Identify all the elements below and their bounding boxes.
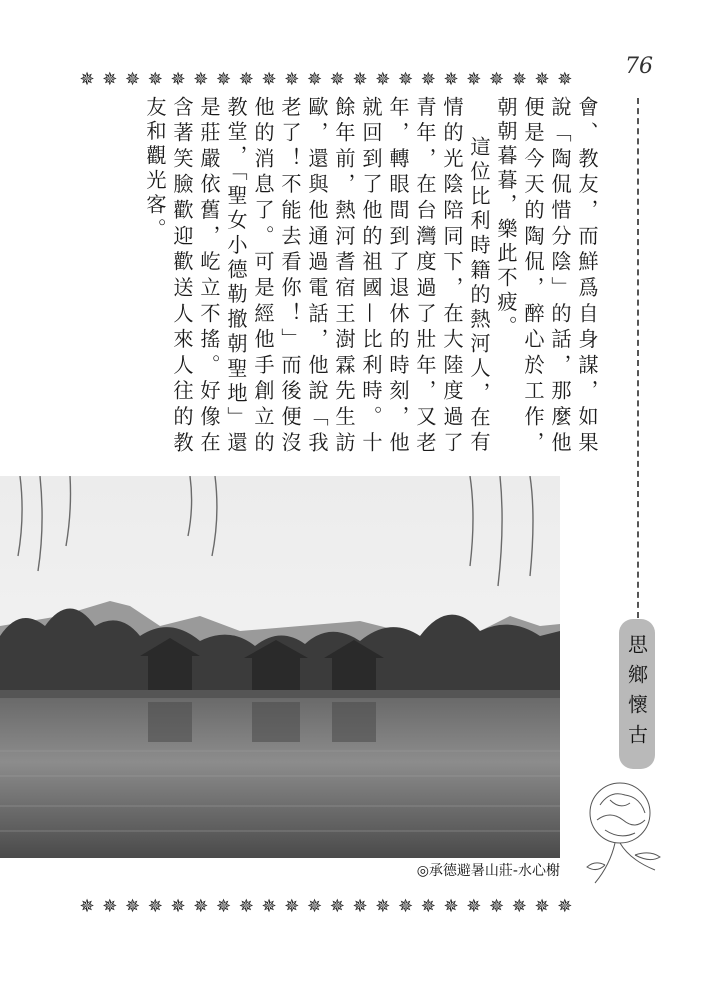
page-number: 76 — [625, 54, 653, 79]
peony-illustration — [575, 775, 675, 894]
ornament-glyph: ✵ — [124, 68, 141, 90]
ornament-glyph: ✵ — [443, 895, 459, 917]
ornament-glyph: ✵ — [284, 895, 300, 917]
section-tab-label: 思鄉懷古 — [624, 634, 649, 754]
ornament-glyph: ✵ — [352, 895, 368, 917]
ornament-glyph: ✵ — [261, 68, 277, 90]
lake-pavilion-photo — [0, 476, 560, 858]
top-ornament-border — [76, 66, 576, 92]
ornament-glyph: ✵ — [102, 895, 118, 917]
ornament-glyph: ✵ — [466, 68, 482, 90]
ornament-glyph: ✵ — [329, 68, 345, 90]
ornament-glyph: ✵ — [511, 895, 527, 917]
ornament-glyph: ✵ — [306, 895, 323, 917]
ornament-glyph: ✵ — [329, 895, 345, 917]
ornament-glyph: ✵ — [352, 68, 368, 90]
ornament-glyph: ✵ — [511, 68, 527, 90]
ornament-glyph: ✵ — [79, 895, 95, 917]
ornament-glyph: ✵ — [488, 68, 505, 90]
margin-dashed-rule — [637, 98, 639, 618]
ornament-glyph: ✵ — [147, 895, 163, 917]
photo-caption: ◎承德避暑山莊-水心榭 — [416, 863, 560, 879]
ornament-glyph: ✵ — [488, 895, 505, 917]
body-text — [143, 96, 600, 456]
ornament-glyph: ✵ — [420, 68, 436, 90]
paragraph-continued: 會、教友，而鮮爲自身謀，如果說「陶侃惜分陰」的話，那麼他便是今天的陶侃，醉心於工作，朝朝暮暮，樂此不疲。 — [494, 96, 599, 456]
paragraph: 這位比利時籍的熱河人，在有情的光陰陪同下，在大陸度過了青年，在台灣度過了壯年，又老年，轉眼間到了退休的時刻，他就回到了他的祖國—比利時。十餘年前，熱河耆宿王澍霖先生訪歐，還與他通過電話，他說「我老了！不能去看你！」而後便沒他的消息了。可是經他手創立的教堂，「聖女小德勒撤朝聖地」還是莊嚴依舊，屹立不搖。好像在含著笑臉歡迎歡送人來人往的教友和觀光客。 — [143, 96, 491, 456]
bottom-ornament-border — [76, 893, 576, 919]
ornament-glyph: ✵ — [238, 68, 254, 90]
ornament-glyph: ✵ — [215, 68, 232, 90]
ornament-glyph: ✵ — [466, 895, 482, 917]
ornament-glyph: ✵ — [215, 895, 232, 917]
ornament-glyph: ✵ — [102, 68, 118, 90]
ornament-glyph: ✵ — [375, 68, 391, 90]
ornament-glyph: ✵ — [261, 895, 277, 917]
ornament-glyph: ✵ — [397, 895, 414, 917]
ornament-glyph: ✵ — [193, 68, 209, 90]
ornament-glyph: ✵ — [557, 895, 573, 917]
ornament-glyph: ✵ — [420, 895, 436, 917]
ornament-glyph: ✵ — [557, 68, 573, 90]
ornament-glyph: ✵ — [443, 68, 459, 90]
ornament-glyph: ✵ — [193, 895, 209, 917]
ornament-glyph: ✵ — [397, 68, 414, 90]
ornament-glyph: ✵ — [534, 895, 550, 917]
ornament-glyph: ✵ — [79, 68, 95, 90]
ornament-glyph: ✵ — [306, 68, 323, 90]
ornament-glyph: ✵ — [170, 68, 186, 90]
ornament-glyph: ✵ — [534, 68, 550, 90]
ornament-glyph: ✵ — [375, 895, 391, 917]
ornament-glyph: ✵ — [284, 68, 300, 90]
ornament-glyph: ✵ — [238, 895, 254, 917]
ornament-glyph: ✵ — [147, 68, 163, 90]
section-tab — [619, 619, 655, 769]
ornament-glyph: ✵ — [124, 895, 141, 917]
ornament-glyph: ✵ — [170, 895, 186, 917]
